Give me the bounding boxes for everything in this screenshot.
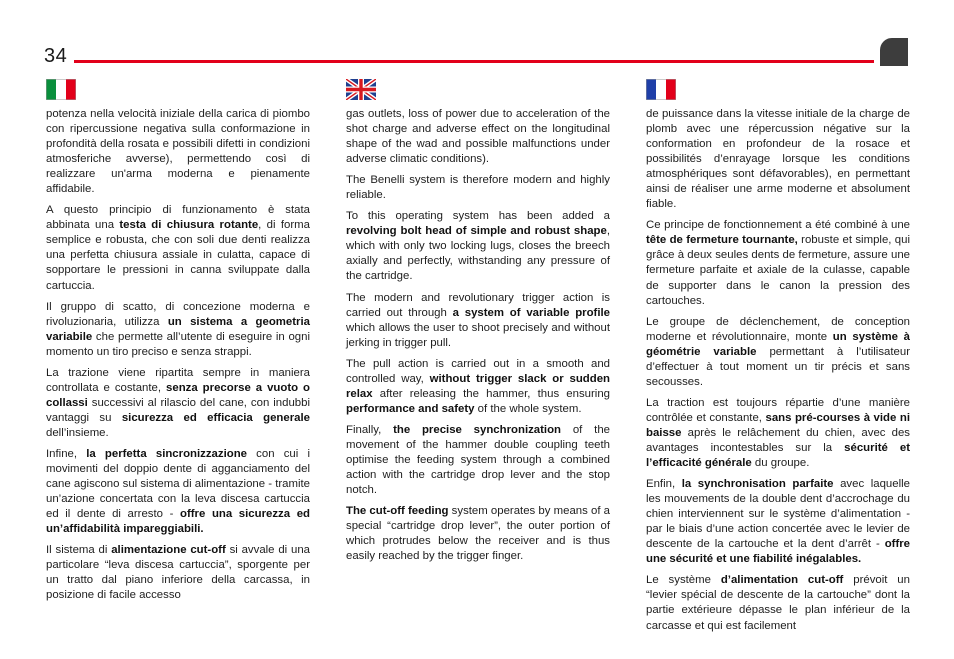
bold-text-run: la synchronisation parfaite xyxy=(681,478,834,491)
paragraph xyxy=(646,477,910,567)
text-run: The Benelli system is therefore modern and highly reliable. xyxy=(346,174,610,202)
french-text-column xyxy=(646,107,910,640)
text-run: To this operating system has been added a xyxy=(346,210,610,223)
page-number: 34 xyxy=(44,45,68,67)
text-run: Infine, xyxy=(46,447,87,460)
corner-tab-icon xyxy=(880,38,908,66)
bold-text-run: offre une sécurité et une fiabilité inégalables. xyxy=(646,538,910,566)
text-run: La trazione viene ripartita sempre in maniera controllata e costante, xyxy=(46,366,310,394)
paragraph xyxy=(346,107,610,167)
text-run: Finally, xyxy=(346,423,394,436)
uk-flag-icon xyxy=(346,79,376,100)
paragraph xyxy=(46,366,310,441)
paragraph xyxy=(46,543,310,603)
paragraph xyxy=(46,300,310,360)
text-run: Ce principe de fonctionnement a été combiné à une xyxy=(646,219,910,232)
bold-text-run: performance and safety xyxy=(346,402,475,415)
text-run: , di forma semplice e robusta, che con soli due denti realizza una perfetta chiusura assiale in culatta, capace di sopportare le pressioni in canna sviluppate dalla cartuccia. xyxy=(46,219,310,292)
bold-text-run: sécurité et l’efficacité générale xyxy=(646,441,911,470)
text-run: avec laquelle les mouvements de la double dent d’accrochage du chien interviennent sur le système d’alimentation - par le biais d’une action concertée avec le levier de descente de la cartouche et la dent d’arrêt - xyxy=(646,478,911,551)
bold-text-run: the precise synchronization xyxy=(393,423,562,436)
text-run: permettant à l’utilisateur d’effectuer à tout moment un tir précis et sans secousses. xyxy=(646,345,911,388)
bold-text-run: The cut-off feeding xyxy=(346,505,449,518)
text-run: of the whole system. xyxy=(474,402,582,415)
text-run: de puissance dans la vitesse initiale de la charge de plomb avec une répercussion négative sur la conformation en profondeur de la rosace et possibilités d’enrayage lorsque les conditions atmosphériques sont défavorables), en permettant ainsi de réaliser une arme moderne et absolument fiable. xyxy=(646,108,910,211)
paragraph xyxy=(646,218,910,308)
text-run: The pull action is carried out in a smooth and controlled way, xyxy=(346,357,610,385)
bold-text-run: a system of variable profile xyxy=(452,306,610,319)
text-run: Il gruppo di scatto, di concezione moderna e rivoluzionaria, utilizza xyxy=(46,300,310,328)
text-run: The modern and revolutionary trigger action is carried out through xyxy=(346,291,610,319)
text-run: Il sistema di xyxy=(46,544,112,557)
text-run: prévoit un “levier spécial de descente de la cartouche” dont la partie extérieure dépasse le plan inférieur de la carcasse et qui est facilement xyxy=(646,574,910,632)
bold-text-run: testa di chiusura rotante xyxy=(119,219,259,232)
bold-text-run: alimentazione cut-off xyxy=(111,544,226,557)
bold-text-run: without trigger slack or sudden relax xyxy=(346,372,610,400)
bold-text-run: offre una sicurezza ed un’affidabilità impareggiabili. xyxy=(46,508,310,536)
french-flag-icon xyxy=(646,79,676,100)
text-run: system operates by means of a special “cartridge drop lever”, the outer portion of which protrudes below the receiver and is thus easily reached by the trigger finger. xyxy=(346,505,610,563)
text-run: of the movement of the hammer double coupling teeth optimise the feeding system through a combined action with the cartridge drop lever and the stop notch. xyxy=(346,423,611,497)
text-run: che permette all’utente di eseguire in ogni momento un tiro preciso e senza strappi. xyxy=(46,330,310,358)
italian-text-column xyxy=(46,107,310,609)
paragraph xyxy=(346,504,610,564)
text-run: si avvale di una particolare “leva discesa cartuccia”, sporgente per un tratto dal piano inferiore della carcassa, in posizione di facile accesso xyxy=(46,544,310,602)
text-run: Enfin, xyxy=(646,478,682,491)
paragraph xyxy=(46,107,310,197)
bold-text-run: un système à géométrie variable xyxy=(646,330,910,358)
bold-text-run: senza precorse a vuoto o collassi xyxy=(46,381,311,409)
text-run: après le relâchement du chien, avec des avantages incontestables sur la xyxy=(646,426,910,454)
text-run: successivi al rilascio del cane, con indubbi vantaggi su xyxy=(46,396,310,424)
paragraph xyxy=(646,573,910,633)
text-run: Le système xyxy=(646,574,721,587)
bold-text-run: revolving bolt head of simple and robust shape xyxy=(346,225,607,238)
text-run: du groupe. xyxy=(751,457,810,470)
italian-flag-icon xyxy=(46,79,76,100)
paragraph xyxy=(646,107,910,212)
paragraph xyxy=(346,209,610,284)
bold-text-run: d’alimentation cut-off xyxy=(720,574,844,587)
text-run: La traction est toujours répartie d’une manière contrôlée et constante, xyxy=(646,396,910,424)
text-run: after releasing the hammer, thus ensuring xyxy=(372,387,610,400)
text-run: con cui i movimenti del doppio dente di agganciamento del cane agiscono sul sistema di alimentazione - tramite un’azione concertata con la leva discesa cartuccia ed il dente di arresto - xyxy=(46,447,311,521)
text-run: dell’insieme. xyxy=(46,426,109,439)
paragraph xyxy=(646,396,910,471)
text-run: potenza nella velocità iniziale della carica di piombo con ripercussione negativa sulla conformazione in profondità della rosata e possibili difetti in condizioni atmosferiche avverse), permettendo così di realizzare un'arma moderna e pienamente affidabile. xyxy=(46,108,310,196)
header-red-rule xyxy=(74,60,874,63)
paragraph xyxy=(346,291,610,351)
bold-text-run: sicurezza ed efficacia generale xyxy=(121,411,310,424)
bold-text-run: tête de fermeture tournante, xyxy=(646,234,798,247)
paragraph xyxy=(346,173,610,203)
paragraph xyxy=(46,447,310,537)
paragraph xyxy=(46,203,310,293)
english-text-column xyxy=(346,107,610,570)
bold-text-run: sans pré-courses à vide ni baisse xyxy=(646,411,910,439)
bold-text-run: un sistema a geometria variabile xyxy=(46,315,310,343)
text-run: Le groupe de déclenchement, de conception moderne et révolutionnaire, monte xyxy=(646,315,910,343)
text-run: gas outlets, loss of power due to acceleration of the shot charge and adverse effect on the longitudinal shape of the wad and possible malfunctions under adverse climatic conditions). xyxy=(346,108,610,166)
paragraph xyxy=(346,423,610,498)
paragraph xyxy=(646,315,910,390)
text-run: , which with only two locking lugs, closes the breech axially and perfectly, withstanding any pressure of the cartridge. xyxy=(346,225,610,283)
bold-text-run: la perfetta sincronizzazione xyxy=(86,447,247,460)
paragraph xyxy=(346,357,610,417)
text-run: A questo principio di funzionamento è stata abbinata una xyxy=(46,204,310,232)
text-run: which allows the user to shoot precisely and without jerking in trigger pull. xyxy=(346,321,610,349)
text-run: robuste et simple, qui grâce à deux seules dents de fermeture, assure une fermeture parfaite et axiale de la culasse, capable de supporter dans le canon la pression des cartouches. xyxy=(646,234,910,307)
